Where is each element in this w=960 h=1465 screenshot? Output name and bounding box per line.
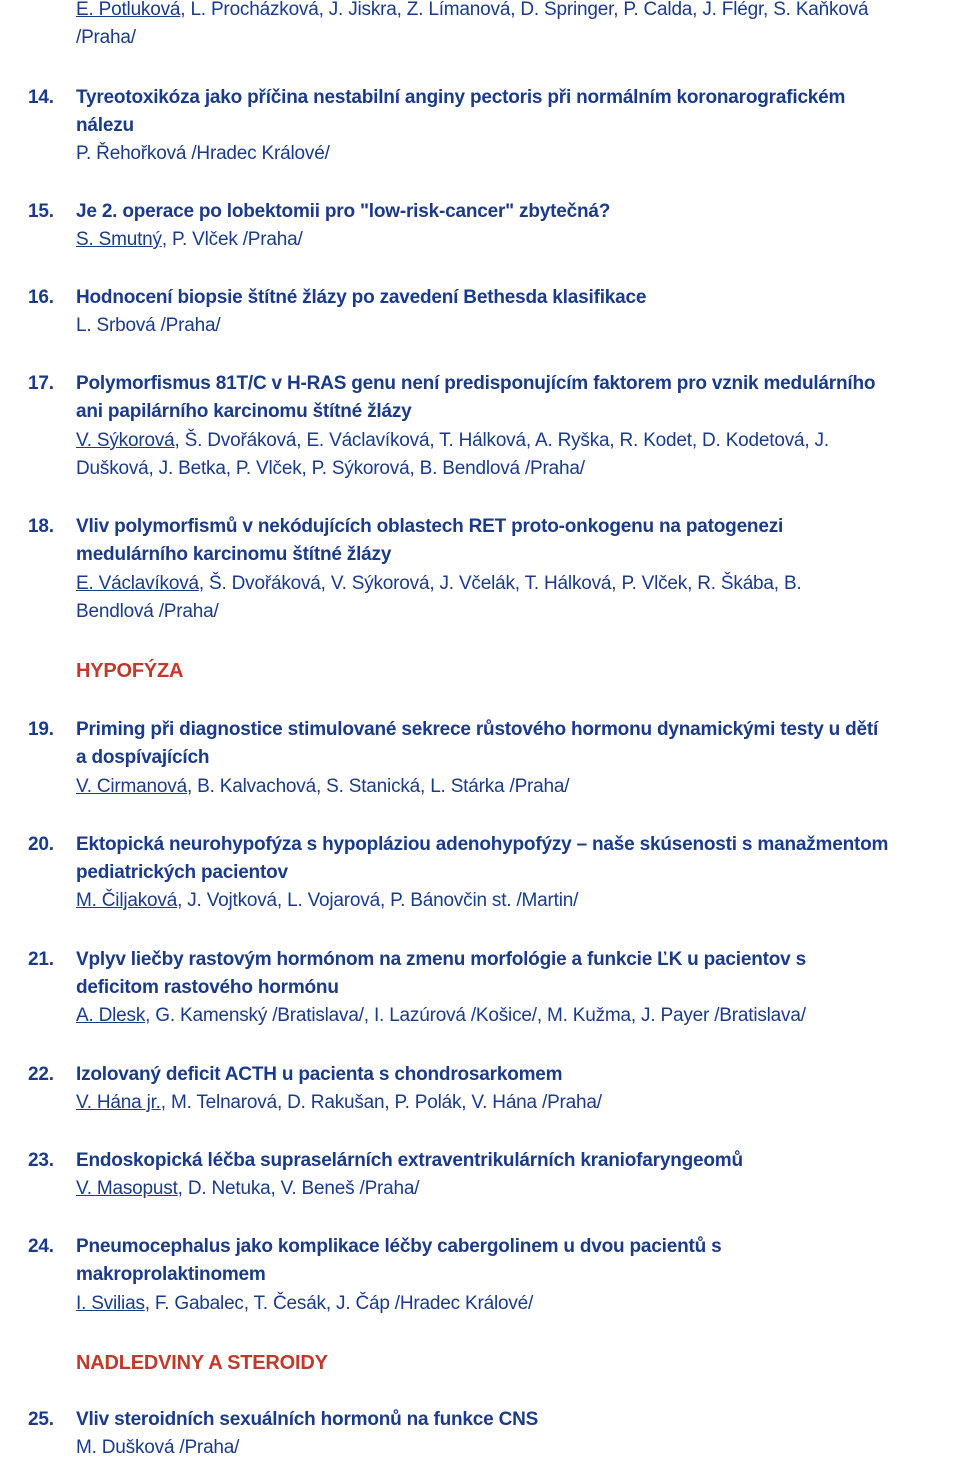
item-authors: Dušková, J. Betka, P. Vlček, P. Sýkorová, B. Bendlová /Praha/ xyxy=(76,458,585,479)
item-number: 14. xyxy=(28,87,54,108)
item-title: Ektopická neurohypofýza s hypopláziou adenohypofýzy – naše skúsenosti s manažmentom xyxy=(76,834,889,855)
item-authors xyxy=(76,570,802,598)
presenting-author: S. Smutný xyxy=(76,229,162,250)
item-title: ani papilárního karcinomu štítné žlázy xyxy=(76,401,412,422)
item-title: medulárního karcinomu štítné žlázy xyxy=(76,544,392,565)
item-title: makroprolaktinomem xyxy=(76,1264,266,1285)
item-authors xyxy=(76,1089,602,1117)
item-number: 15. xyxy=(28,201,54,222)
item-number: 25. xyxy=(28,1409,54,1430)
item-title: pediatrických pacientov xyxy=(76,862,288,883)
item-number: 20. xyxy=(28,834,54,855)
author-text: , Š. Dvořáková, V. Sýkorová, J. Včelák, T. Hálková, P. Vlček, R. Škába, B. xyxy=(198,573,802,594)
item-authors: M. Dušková /Praha/ xyxy=(76,1437,240,1458)
item-number: 18. xyxy=(28,516,54,537)
item-title: Vliv steroidních sexuálních hormonů na funkce CNS xyxy=(76,1409,539,1430)
item-number: 21. xyxy=(28,949,54,970)
presenting-author: V. Cirmanová xyxy=(76,776,187,797)
item-title: Pneumocephalus jako komplikace léčby cabergolinem u dvou pacientů s xyxy=(76,1236,722,1257)
presenting-author: E. Potluková xyxy=(76,0,181,20)
item-authors xyxy=(76,226,303,254)
author-line xyxy=(76,0,868,24)
section-heading-nadledviny: NADLEDVINY A STEROIDY xyxy=(76,1352,328,1374)
item-authors xyxy=(76,1290,533,1318)
author-line: /Praha/ xyxy=(76,27,136,48)
item-title: nálezu xyxy=(76,115,134,136)
presenting-author: V. Sýkorová xyxy=(76,430,175,451)
item-title: a dospívajících xyxy=(76,747,210,768)
item-number: 16. xyxy=(28,287,54,308)
item-authors: Bendlová /Praha/ xyxy=(76,601,219,622)
author-text: , J. Vojtková, L. Vojarová, P. Bánovčin st. /Martin/ xyxy=(177,890,579,911)
author-text: , B. Kalvachová, S. Stanická, L. Stárka /Praha/ xyxy=(186,776,570,797)
author-text: , G. Kamenský /Bratislava/, I. Lazúrová /Košice/, M. Kužma, J. Payer /Bratislava/ xyxy=(145,1005,806,1026)
item-title: Je 2. operace po lobektomii pro "low-risk-cancer" zbytečná? xyxy=(76,201,611,222)
section-heading-hypofyza: HYPOFÝZA xyxy=(76,660,184,682)
author-text: , Š. Dvořáková, E. Václavíková, T. Hálková, A. Ryška, R. Kodet, D. Kodetová, J. xyxy=(174,430,829,451)
presenting-author: M. Čiljaková xyxy=(76,890,178,911)
item-title: Priming při diagnostice stimulované sekrece růstového hormonu dynamickými testy u dětí xyxy=(76,719,879,740)
author-text: , D. Netuka, V. Beneš /Praha/ xyxy=(177,1178,420,1199)
item-number: 24. xyxy=(28,1236,54,1257)
item-title: Polymorfismus 81T/C v H-RAS genu není predisponujícím faktorem pro vznik medulárního xyxy=(76,373,876,394)
item-number: 17. xyxy=(28,373,54,394)
item-authors xyxy=(76,1002,806,1030)
author-text: , F. Gabalec, T. Česák, J. Čáp /Hradec Králové/ xyxy=(144,1293,534,1314)
item-title: Izolovaný deficit ACTH u pacienta s chondrosarkomem xyxy=(76,1064,563,1085)
item-title: Hodnocení biopsie štítné žlázy po zavedení Bethesda klasifikace xyxy=(76,287,647,308)
author-text: , P. Vlček /Praha/ xyxy=(161,229,303,250)
item-number: 19. xyxy=(28,719,54,740)
item-authors xyxy=(76,427,829,455)
item-title: Endoskopická léčba supraselárních extraventrikulárních kraniofaryngeomů xyxy=(76,1150,743,1171)
item-authors xyxy=(76,887,578,915)
item-number: 22. xyxy=(28,1064,54,1085)
item-title: Tyreotoxikóza jako příčina nestabilní anginy pectoris při normálním koronarografickém xyxy=(76,87,846,108)
item-authors: L. Srbová /Praha/ xyxy=(76,315,221,336)
item-number: 23. xyxy=(28,1150,54,1171)
item-title: Vplyv liečby rastovým hormónom na zmenu morfológie a funkcie ĽK u pacientov s xyxy=(76,949,806,970)
item-authors: P. Řehořková /Hradec Králové/ xyxy=(76,143,330,164)
item-authors xyxy=(76,773,569,801)
item-title: deficitom rastového hormónu xyxy=(76,977,339,998)
item-authors xyxy=(76,1175,419,1203)
presenting-author: A. Dlesk xyxy=(76,1005,146,1026)
presenting-author: I. Svilias xyxy=(76,1293,145,1314)
presenting-author: V. Masopust xyxy=(76,1178,178,1199)
author-text: , M. Telnarová, D. Rakušan, P. Polák, V. Hána /Praha/ xyxy=(160,1092,602,1113)
item-title: Vliv polymorfismů v nekódujících oblastech RET proto-onkogenu na patogenezi xyxy=(76,516,784,537)
author-text: , L. Procházková, J. Jiskra, Z. Límanová, D. Springer, P. Calda, J. Flégr, S. Kaňková xyxy=(180,0,869,20)
presenting-author: E. Václavíková xyxy=(76,573,199,594)
presenting-author: V. Hána jr. xyxy=(76,1092,161,1113)
